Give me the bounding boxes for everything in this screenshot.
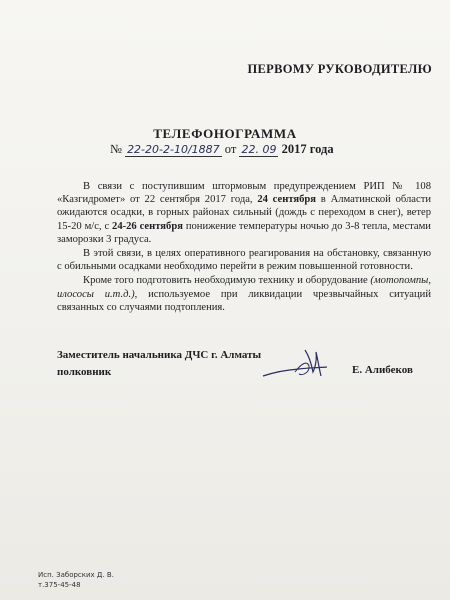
handwritten-signature bbox=[255, 342, 335, 386]
registration-from: от bbox=[224, 142, 237, 156]
equipment-list: (мотопомпы, илососы и.т.д.) bbox=[57, 275, 431, 300]
executor-phone: т.375-45-48 bbox=[38, 581, 81, 589]
paragraph-text: В связи с поступившим штормовым предупреждением РИП № 108 «Казгидромет» от 22 сентября 2017 года, bbox=[57, 181, 431, 206]
paragraph-storm-warning bbox=[57, 180, 431, 246]
paragraph-equipment bbox=[57, 274, 431, 314]
registration-number: 22-20-2-10/1887 bbox=[127, 143, 220, 156]
highlight-date: 24 сентября bbox=[257, 194, 317, 206]
paragraph-text: Кроме того подготовить необходимую технику и оборудование bbox=[83, 275, 371, 287]
addressee: ПЕРВОМУ РУКОВОДИТЕЛЮ bbox=[247, 62, 432, 76]
highlight-date-range: 24-26 сентября bbox=[112, 220, 183, 232]
executor-name: Исп. Заборских Д. В. bbox=[38, 571, 114, 579]
paragraph-text: , используемое при ликвидации чрезвычайных ситуаций связанных со случаями подтопления. bbox=[57, 288, 431, 313]
registration-date: 22. 09 bbox=[241, 143, 277, 156]
registration-prefix: № bbox=[110, 142, 122, 156]
paragraph-readiness: В этой связи, в целях оперативного реагирования на обстановку, связанную с обильными осадками необходимо перейти в режим повышенной готовности. bbox=[57, 248, 431, 273]
paragraph-text: в Алматинской области ожидаются осадки, в горных районах сильный (дождь с переходом в снег), ветер 15-20 м/с, с bbox=[57, 194, 431, 232]
registration-year: 2017 года bbox=[281, 142, 334, 156]
signatory-rank: полковник bbox=[57, 366, 112, 378]
signatory-position: Заместитель начальника ДЧС г. Алматы bbox=[57, 349, 262, 361]
registration-line bbox=[110, 142, 334, 157]
document-body bbox=[57, 180, 431, 315]
executor-footer bbox=[38, 570, 114, 590]
signatory-name: Е. Алибеков bbox=[352, 364, 413, 376]
paragraph-text: понижение температуры ночью до 3-8 тепла, местами заморозки 3 градуса. bbox=[57, 220, 431, 245]
document-title: ТЕЛЕФОНОГРАММА bbox=[153, 126, 297, 141]
